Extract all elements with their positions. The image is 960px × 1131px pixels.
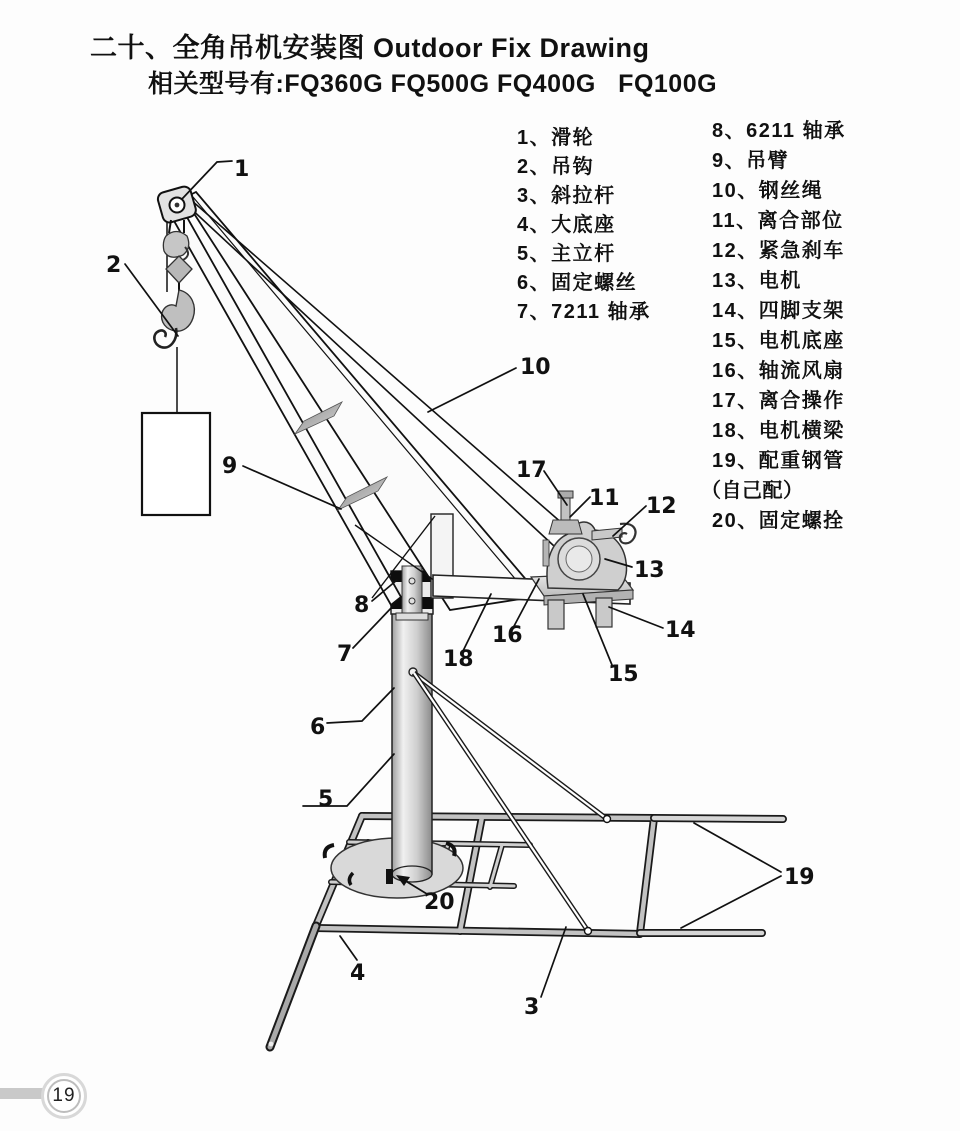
callout-5 (303, 754, 394, 812)
parts-list-item: 11、离合部位 (712, 210, 844, 232)
callout-3 (524, 927, 566, 1020)
hook-body (162, 290, 195, 331)
footer-divider-bar (0, 1088, 46, 1099)
parts-list-item: 14、四脚支架 (712, 300, 845, 322)
callout-16-label: 16 (492, 623, 523, 648)
parts-list-item: 4、大底座 (517, 214, 616, 236)
bearing-block (422, 597, 433, 609)
boom (169, 192, 540, 610)
page-subtitle-models: 相关型号有:FQ360G FQ500G FQ400G FQ100G (148, 70, 718, 98)
tie-rod-end-pin (585, 928, 592, 935)
callout-20-label: 20 (424, 890, 455, 915)
callout-3-label: 3 (524, 995, 540, 1020)
callout-6-label: 6 (310, 715, 326, 740)
parts-list-item: 18、电机横梁 (712, 420, 845, 442)
parts-list-item: 13、电机 (712, 270, 802, 292)
callout-19 (681, 823, 815, 928)
upper-shackle (163, 232, 188, 258)
callout-12 (613, 494, 677, 536)
page-number: 19 (47, 1079, 81, 1113)
callout-9-label: 9 (222, 454, 238, 479)
mast-tube-bottom (392, 866, 432, 882)
callout-19-label: 19 (784, 865, 815, 890)
callout-14 (609, 607, 696, 643)
swivel-link (166, 256, 192, 283)
callout-12-label: 12 (646, 494, 677, 519)
bearing-screw (409, 598, 415, 604)
callout-5-label: 5 (318, 787, 334, 812)
mast (392, 612, 432, 882)
tie-rod-end-pin (604, 816, 611, 823)
callout-7-label: 7 (337, 642, 353, 667)
callout-11-label: 11 (589, 486, 620, 511)
callout-4-label: 4 (350, 961, 366, 986)
clutch-rod (543, 540, 549, 566)
parts-list-item: 2、吊钩 (517, 156, 595, 178)
callout-11 (570, 486, 620, 517)
fixing-bolt (386, 869, 393, 884)
callout-6 (310, 688, 394, 740)
parts-list-item: 17、离合操作 (712, 390, 845, 412)
load-box (142, 413, 210, 515)
parts-list-item: 16、轴流风扇 (712, 360, 845, 382)
parts-list-item: 15、电机底座 (712, 330, 845, 352)
parts-list-item: 20、固定螺拴 (712, 510, 845, 532)
callout-13-label: 13 (634, 558, 665, 583)
clutch-housing (549, 520, 582, 534)
parts-list-item: 7、7211 轴承 (517, 301, 651, 323)
base-front-leg (269, 926, 316, 1047)
parts-list-item: 1、滑轮 (517, 127, 595, 149)
callout-10-label: 10 (520, 355, 551, 380)
callout-15-label: 15 (608, 662, 639, 687)
callout-10 (428, 355, 551, 412)
parts-list-item: 8、6211 轴承 (712, 120, 846, 142)
page-number-badge (41, 1073, 87, 1119)
callout-14-label: 14 (665, 618, 696, 643)
callout-4 (340, 936, 365, 986)
callout-8-label: 8 (354, 593, 370, 618)
bearing-screw (409, 578, 415, 584)
parts-list-item: 19、配重钢管 (712, 450, 845, 472)
counterweight-pipes (640, 818, 783, 933)
parts-list-item: （自己配） (701, 480, 804, 502)
callout-1-label: 1 (234, 157, 250, 182)
mast-tube (392, 612, 432, 874)
callout-18-label: 18 (443, 647, 474, 672)
parts-list-item: 12、紧急刹车 (712, 240, 845, 262)
callout-17-label: 17 (516, 458, 547, 483)
pulley-axle (175, 203, 180, 208)
callout-2-label: 2 (106, 253, 122, 278)
parts-list-item: 5、主立杆 (517, 243, 616, 265)
parts-list-item: 3、斜拉杆 (517, 185, 616, 207)
parts-list-item: 6、固定螺丝 (517, 272, 638, 294)
page-title: 二十、全角吊机安装图 Outdoor Fix Drawing (90, 33, 650, 63)
bearing-shaft (402, 566, 422, 618)
bracket-leg (596, 598, 612, 627)
hoist-assembly (142, 185, 210, 515)
motor-face-inner (566, 546, 592, 572)
clamp-dog-left (325, 845, 334, 858)
leg-tip-highlight (269, 1042, 274, 1047)
bearing-collar (396, 613, 428, 620)
parts-list-item: 10、钢丝绳 (712, 180, 824, 202)
bracket-leg (548, 600, 564, 629)
parts-list-item: 9、吊臂 (712, 150, 790, 172)
motor-assembly (531, 491, 635, 629)
